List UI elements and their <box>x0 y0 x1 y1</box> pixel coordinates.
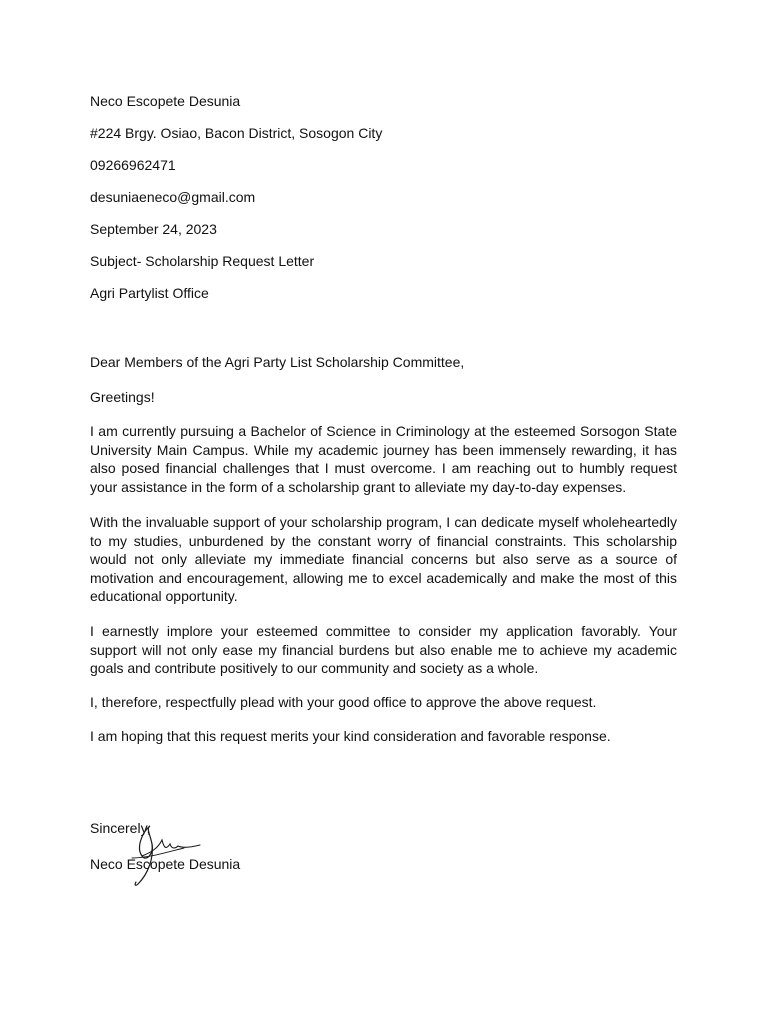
sender-email: desuniaeneco@gmail.com <box>90 189 256 205</box>
body-paragraph-1: I am currently pursuing a Bachelor of Science in Criminology at the esteemed Sorsogon State University Main Campus. While my academic journey has been immensely rewarding, it has also posed financial challenges that I must overcome. I am reaching out to humbly request your assistance in the form of a scholarship grant to alleviate my day-to-day expenses. <box>90 423 677 495</box>
salutation: Dear Members of the Agri Party List Scholarship Committee, <box>90 354 465 370</box>
letter-date: September 24, 2023 <box>90 221 217 237</box>
sender-name: Neco Escopete Desunia <box>90 93 241 109</box>
body-paragraph-5: I am hoping that this request merits your kind consideration and favorable response. <box>90 728 611 744</box>
greeting: Greetings! <box>90 389 155 405</box>
sender-phone: 09266962471 <box>90 157 176 173</box>
body-paragraph-2: With the invaluable support of your scholarship program, I can dedicate myself wholeheartedly to my studies, unburdened by the constant worry of financial constraints. This scholarship would not only alleviate my immediate financial concerns but also serve as a source of motivation and encouragement, allowing me to excel academically and make the most of this educational opportunity. <box>90 514 677 604</box>
sender-address: #224 Brgy. Osiao, Bacon District, Sosogon City <box>90 125 383 141</box>
handwritten-signature-icon <box>128 818 208 890</box>
body-paragraph-4: I, therefore, respectfully plead with your good office to approve the above request. <box>90 694 597 710</box>
body-paragraph-3: I earnestly implore your esteemed committee to consider my application favorably. Your support will not only ease my financial burdens but also enable me to achieve my academic goals and contribute positively to our community and society as a whole. <box>90 623 677 676</box>
signer-name: Neco Escopete Desunia <box>90 856 241 872</box>
recipient-office: Agri Partylist Office <box>90 285 209 301</box>
valediction: Sincerely, <box>90 820 151 836</box>
letter-subject: Subject- Scholarship Request Letter <box>90 253 315 269</box>
